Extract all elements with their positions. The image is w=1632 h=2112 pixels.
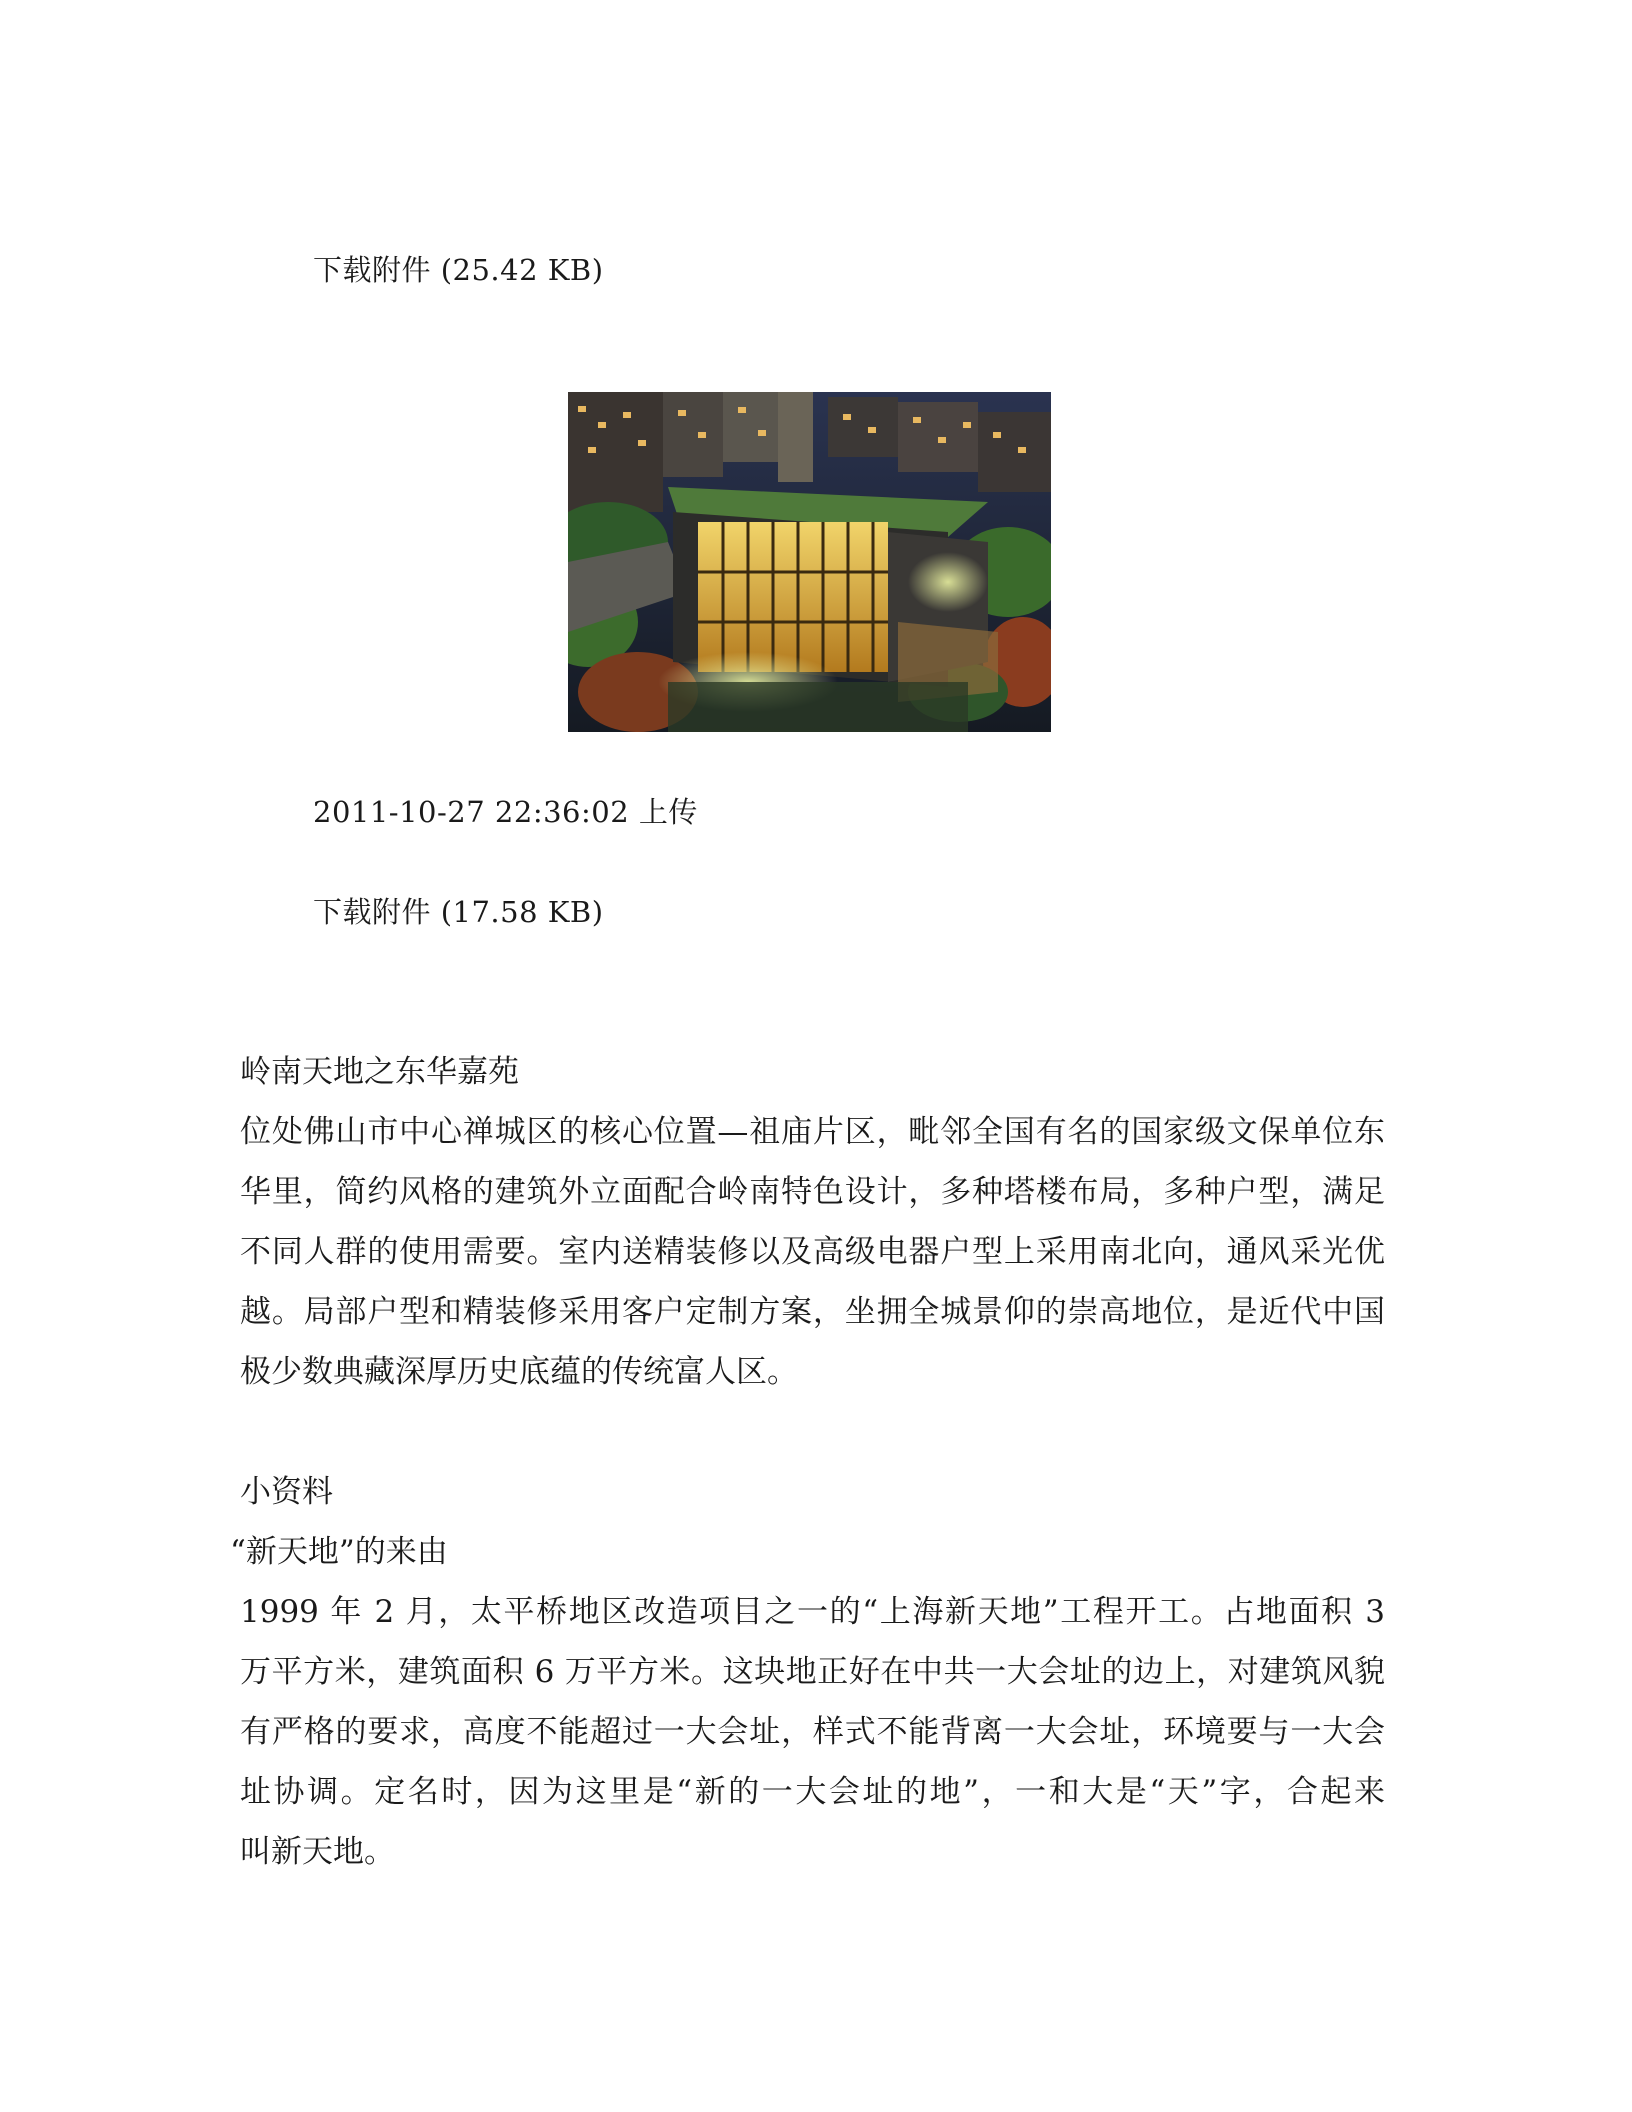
paragraph-line: 极少数典藏深厚历史底蕴的传统富人区。 [240, 1354, 798, 1390]
upload-timestamp: 2011-10-27 22:36:02 上传 [313, 795, 698, 829]
section-title-info: 小资料 [240, 1474, 333, 1510]
paragraph-line: 不同人群的使用需要。室内送精装修以及高级电器户型上采用南北向，通风采光优 [240, 1234, 1385, 1270]
paragraph-line: 万平方米，建筑面积 6 万平方米。这块地正好在中共一大会址的边上，对建筑风貌 [240, 1654, 1385, 1690]
paragraph-line: 华里，简约风格的建筑外立面配合岭南特色设计，多种塔楼布局，多种户型，满足 [240, 1174, 1385, 1210]
paragraph-line: 越。局部户型和精装修采用客户定制方案，坐拥全城景仰的崇高地位，是近代中国 [240, 1294, 1385, 1330]
section-subtitle-xintiandi: “新天地”的来由 [230, 1534, 448, 1570]
section-title-donghua: 岭南天地之东华嘉苑 [240, 1054, 519, 1090]
paragraph-line: 有严格的要求，高度不能超过一大会址，样式不能背离一大会址，环境要与一大会 [240, 1714, 1385, 1750]
paragraph-line: 位处佛山市中心禅城区的核心位置—祖庙片区，毗邻全国有名的国家级文保单位东 [240, 1114, 1385, 1150]
attachment-download-link-2[interactable]: 下载附件 (17.58 KB) [313, 895, 604, 929]
paragraph-line: 叫新天地。 [240, 1834, 395, 1870]
attachment-download-link-1[interactable]: 下载附件 (25.42 KB) [313, 253, 604, 287]
building-night-photo [568, 392, 1051, 732]
paragraph-line: 1999 年 2 月，太平桥地区改造项目之一的“上海新天地”工程开工。占地面积 3 [240, 1594, 1385, 1630]
paragraph-line: 址协调。定名时，因为这里是“新的一大会址的地”，一和大是“天”字，合起来 [240, 1774, 1385, 1810]
